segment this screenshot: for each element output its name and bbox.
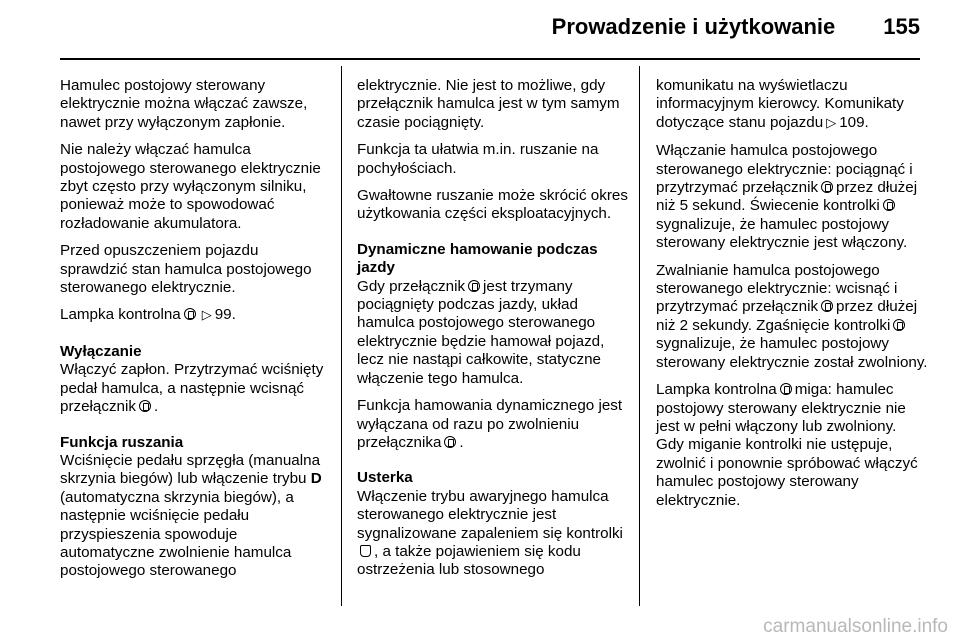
- text-run: Wciśnięcie pedału sprzęgła (manualna skrzynia biegów) lub włączenie trybu: [60, 451, 321, 488]
- text-run: Lampka kontrolna: [60, 306, 181, 324]
- column-divider: [639, 66, 640, 606]
- parking-brake-switch-icon: [821, 181, 833, 193]
- paragraph: [357, 397, 629, 452]
- text-run: Lampka kontrolna: [656, 381, 777, 399]
- section-heading: Usterka: [357, 469, 413, 487]
- text-run: Gdy przełącznik: [357, 277, 466, 295]
- parking-brake-switch-icon: [883, 199, 895, 211]
- page-reference-triangle-icon: ▷: [201, 308, 212, 324]
- column-1: [60, 77, 328, 590]
- text-run: jest trzymany pociągnięty podczas jazdy, układ hamulca postojowego sterowanego elektrycznie będzie hamował pojazd, lecz nie nastąpi całkowite, statyczne włączenie tego hamulca.: [357, 277, 605, 387]
- text-run: Włączenie trybu awaryjnego hamulca sterowanego elektrycznie jest sygnalizowane zapaleniem się kontrolki: [357, 487, 623, 542]
- column-2: [357, 77, 629, 589]
- text-run: Funkcja hamowania dynamicznego jest wyłączana od razu po zwolnieniu przełącznika: [357, 397, 623, 451]
- paragraph: [60, 306, 328, 325]
- service-vehicle-icon: [360, 545, 371, 557]
- paragraph: [656, 381, 928, 510]
- paragraph: Gwałtowne ruszanie może skrócić okres użytkowania części eksploatacyjnych.: [357, 187, 628, 223]
- parking-brake-switch-icon: [184, 308, 196, 320]
- page-header: [552, 14, 920, 40]
- text-run: .: [459, 433, 464, 451]
- watermark: carmanualsonline.info: [763, 616, 948, 637]
- text-run: .: [153, 398, 159, 416]
- text-run: miga: hamulec postojowy sterowany elektrycznie nie jest w pełni włączony lub zwolniony. Gdy miganie kontrolki nie ustępuje, zwolnić i ponownie spróbować włączyć hamulec postojowy sterowany elektrycznie.: [656, 381, 918, 509]
- paragraph: [656, 142, 928, 252]
- page-reference: 99.: [214, 306, 236, 324]
- text-run: , a także pojawieniem się kodu ostrzeżenia lub stosownego: [357, 542, 581, 579]
- paragraph: [656, 77, 928, 133]
- paragraph: [357, 488, 629, 580]
- paragraph: [357, 278, 629, 388]
- paragraph: [60, 361, 328, 416]
- text-run: sygnalizuje, że hamulec postojowy sterowany elektrycznie jest włączony.: [656, 215, 908, 252]
- paragraph: Nie należy włączać hamulca postojowego sterowanego elektrycznie zbyt często przy wyłączonym silniku, ponieważ może to spowodować rozładowanie akumulatora.: [60, 141, 321, 232]
- paragraph: [656, 262, 928, 372]
- page-reference-triangle-icon: ▷: [826, 115, 837, 131]
- text-run: (automatyczna skrzynia biegów), a następnie wciśnięcie pedału przyspieszenia spowoduje automatyczne zwolnienie hamulca postojowego sterowanego: [60, 488, 294, 580]
- text-run: Zwalnianie hamulca postojowego sterowanego elektrycznie: wcisnąć i przytrzymać przełącznik: [656, 261, 898, 316]
- text-run: przez dłużej niż 2 sekundy. Zgaśnięcie kontrolki: [656, 298, 918, 334]
- page-number: 155: [883, 14, 920, 39]
- section-heading: Dynamiczne hamowanie podczas jazdy: [357, 240, 598, 277]
- section-heading: Funkcja ruszania: [60, 433, 184, 451]
- section-heading: Wyłączanie: [60, 342, 142, 360]
- header-rule: [60, 58, 920, 60]
- column-3: [656, 77, 928, 519]
- parking-brake-switch-icon: [893, 319, 905, 331]
- parking-brake-switch-icon: [139, 400, 151, 412]
- text-run: Włączanie hamulca postojowego sterowanego elektrycznie: pociągnąć i przytrzymać przełącznik: [656, 142, 913, 197]
- text-run: Włączyć zapłon. Przytrzymać wciśnięty pedał hamulca, a następnie wcisnąć przełącznik: [60, 361, 324, 416]
- text-run: sygnalizuje, że hamulec postojowy sterowany elektrycznie został zwolniony.: [656, 335, 928, 371]
- page-reference: 109.: [839, 113, 869, 131]
- column-divider: [341, 66, 342, 606]
- paragraph: Przed opuszczeniem pojazdu sprawdzić stan hamulca postojowego sterowanego elektrycznie.: [60, 242, 312, 297]
- paragraph: Hamulec postojowy sterowany elektrycznie można włączać zawsze, nawet przy wyłączonym zapłonie.: [60, 77, 308, 131]
- gear-mode-label: D: [310, 470, 322, 488]
- paragraph: elektrycznie. Nie jest to możliwe, gdy przełącznik hamulca jest w tym samym czasie pociągnięty.: [357, 77, 620, 131]
- page-title: Prowadzenie i użytkowanie: [551, 14, 836, 39]
- text-run: komunikatu na wyświetlaczu informacyjnym kierowcy. Komunikaty dotyczące stanu pojazdu: [656, 77, 904, 131]
- text-run: przez dłużej niż 5 sekund. Świecenie kontrolki: [656, 179, 918, 215]
- parking-brake-switch-icon: [444, 436, 456, 448]
- paragraph: Funkcja ta ułatwia m.in. ruszanie na pochyłościach.: [357, 141, 599, 177]
- paragraph: [60, 452, 328, 581]
- parking-brake-switch-icon: [780, 383, 792, 395]
- parking-brake-switch-icon: [468, 280, 480, 292]
- parking-brake-switch-icon: [821, 300, 833, 312]
